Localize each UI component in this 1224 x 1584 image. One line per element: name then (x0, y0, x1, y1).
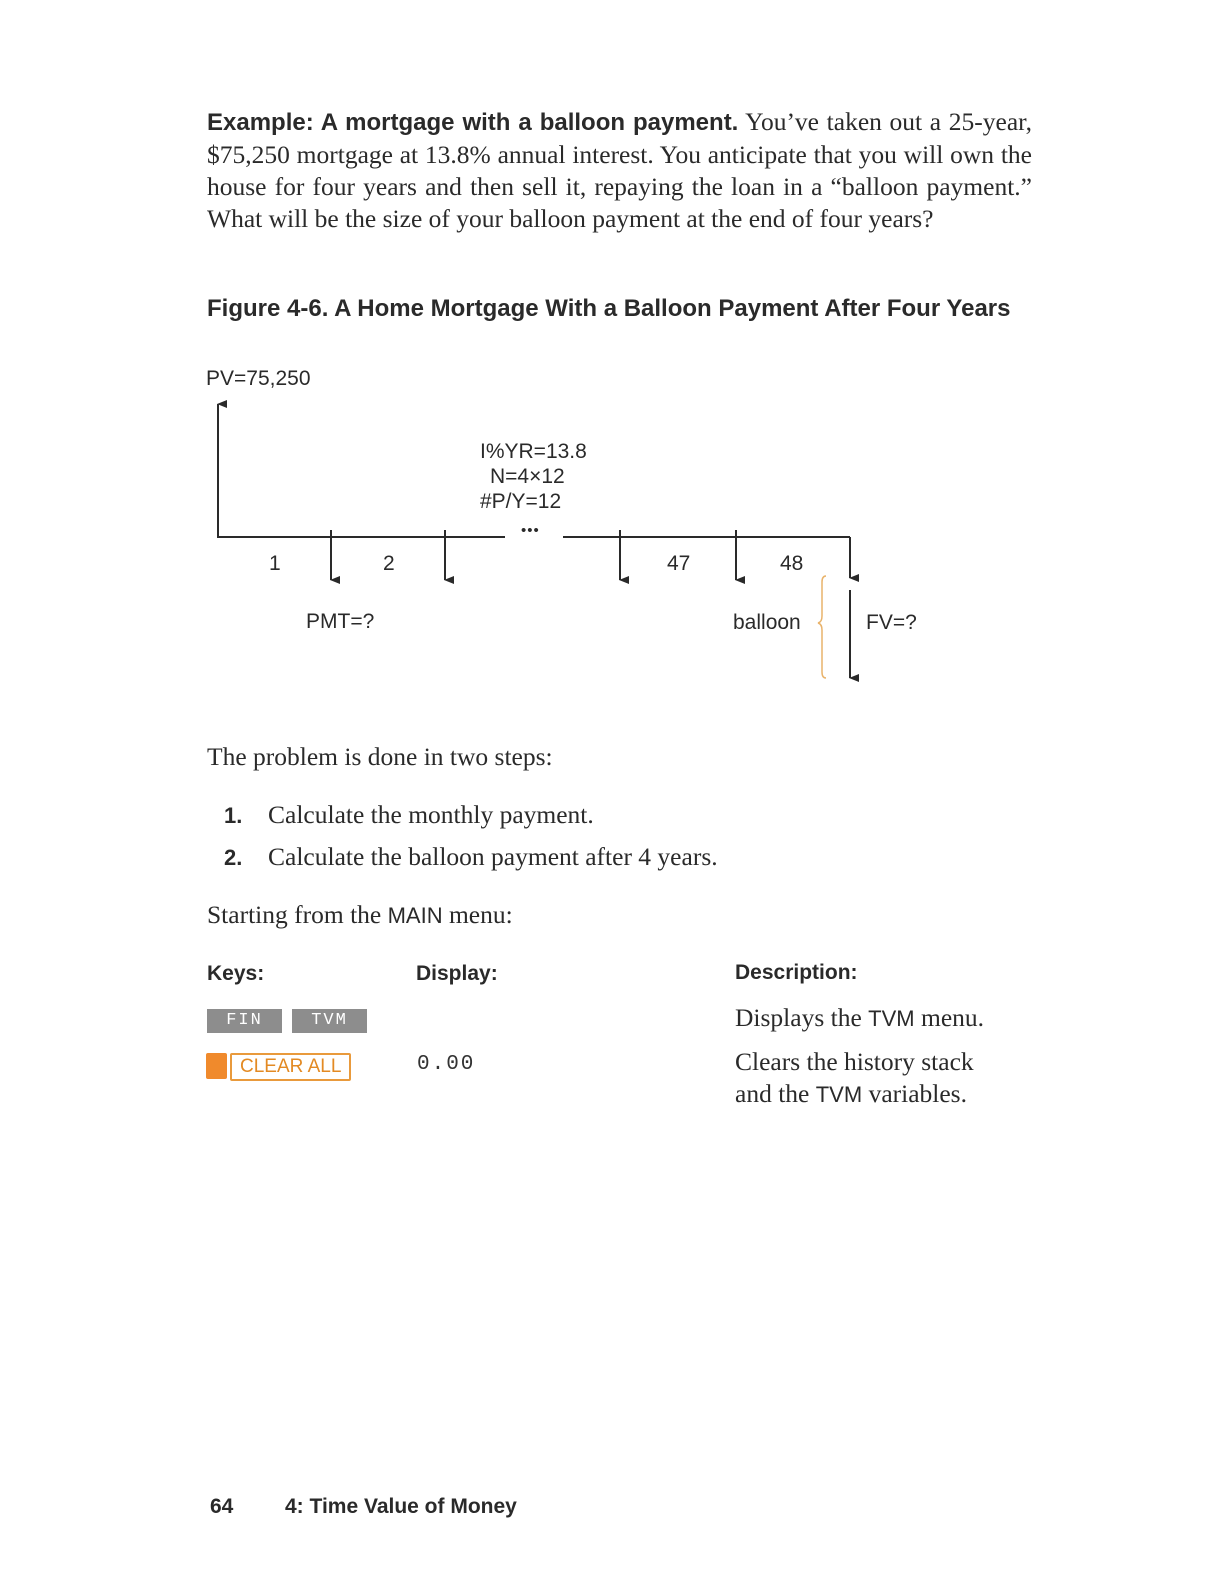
starting-after: menu: (448, 900, 513, 929)
example-text: You’ve taken out a 25-year, $75,250 mortgage at 13.8% annual interest. You anticipate that you will own the house for four years and then sell it, repaying the loan in a “balloon payment.” What will be the size of your balloon payment at the end of four years? (207, 107, 1032, 233)
main-menu-name: MAIN (387, 903, 443, 928)
fv-label: FV=? (866, 611, 917, 634)
row-1-description-after: menu. (920, 1003, 985, 1032)
description-header: Description: (735, 961, 858, 984)
starting-text (207, 899, 513, 932)
tvm-menu-key[interactable]: TVM (292, 1009, 367, 1033)
period-2-label: 2 (383, 552, 395, 575)
chapter-title: 4: Time Value of Money (285, 1495, 517, 1518)
balloon-brace (818, 576, 826, 678)
row-1-description-before: Displays the (735, 1003, 862, 1032)
ppy-label: #P/Y=12 (480, 490, 562, 513)
example-heading: Example: A mortgage with a balloon payment. (207, 109, 739, 136)
n-label: N=4×12 (490, 465, 565, 488)
starting-before: Starting from the (207, 900, 382, 929)
keys-header: Keys: (207, 962, 265, 985)
pv-label: PV=75,250 (206, 367, 311, 390)
period-48-label: 48 (780, 552, 804, 575)
ellipsis: ••• (521, 522, 540, 539)
figure-title: Figure 4-6. A Home Mortgage With a Balloon Payment After Four Years (207, 295, 1011, 322)
clear-all-key[interactable]: CLEAR ALL (230, 1053, 351, 1081)
pmt-label: PMT=? (306, 610, 375, 633)
display-readout: 0.00 (417, 1053, 476, 1076)
period-1-label: 1 (269, 552, 281, 575)
shift-key[interactable] (206, 1053, 227, 1079)
row-2-description-after: variables. (868, 1079, 967, 1108)
row-2-description-before: and the (735, 1079, 810, 1108)
step-1-text: Calculate the monthly payment. (268, 800, 594, 829)
row-1-description (735, 1002, 984, 1035)
row-1-tvm-name: TVM (868, 1006, 915, 1031)
step-1-number: 1. (224, 803, 243, 828)
row-2-tvm-name: TVM (815, 1082, 863, 1107)
cash-flow-diagram (0, 0, 1224, 720)
step-2-number: 2. (224, 845, 243, 870)
display-header: Display: (416, 962, 498, 985)
row-2-description-line-2 (735, 1078, 1035, 1111)
step-2-text: Calculate the balloon payment after 4 years. (268, 842, 718, 871)
balloon-label: balloon (733, 611, 801, 634)
fin-menu-key[interactable]: FIN (207, 1009, 282, 1033)
period-47-label: 47 (667, 552, 691, 575)
iyr-label: I%YR=13.8 (480, 440, 587, 463)
intro-text: The problem is done in two steps: (207, 742, 553, 771)
row-2-description-line-1: Clears the history stack (735, 1047, 974, 1076)
page-number: 64 (210, 1495, 234, 1518)
row-2-description (735, 1046, 1035, 1111)
